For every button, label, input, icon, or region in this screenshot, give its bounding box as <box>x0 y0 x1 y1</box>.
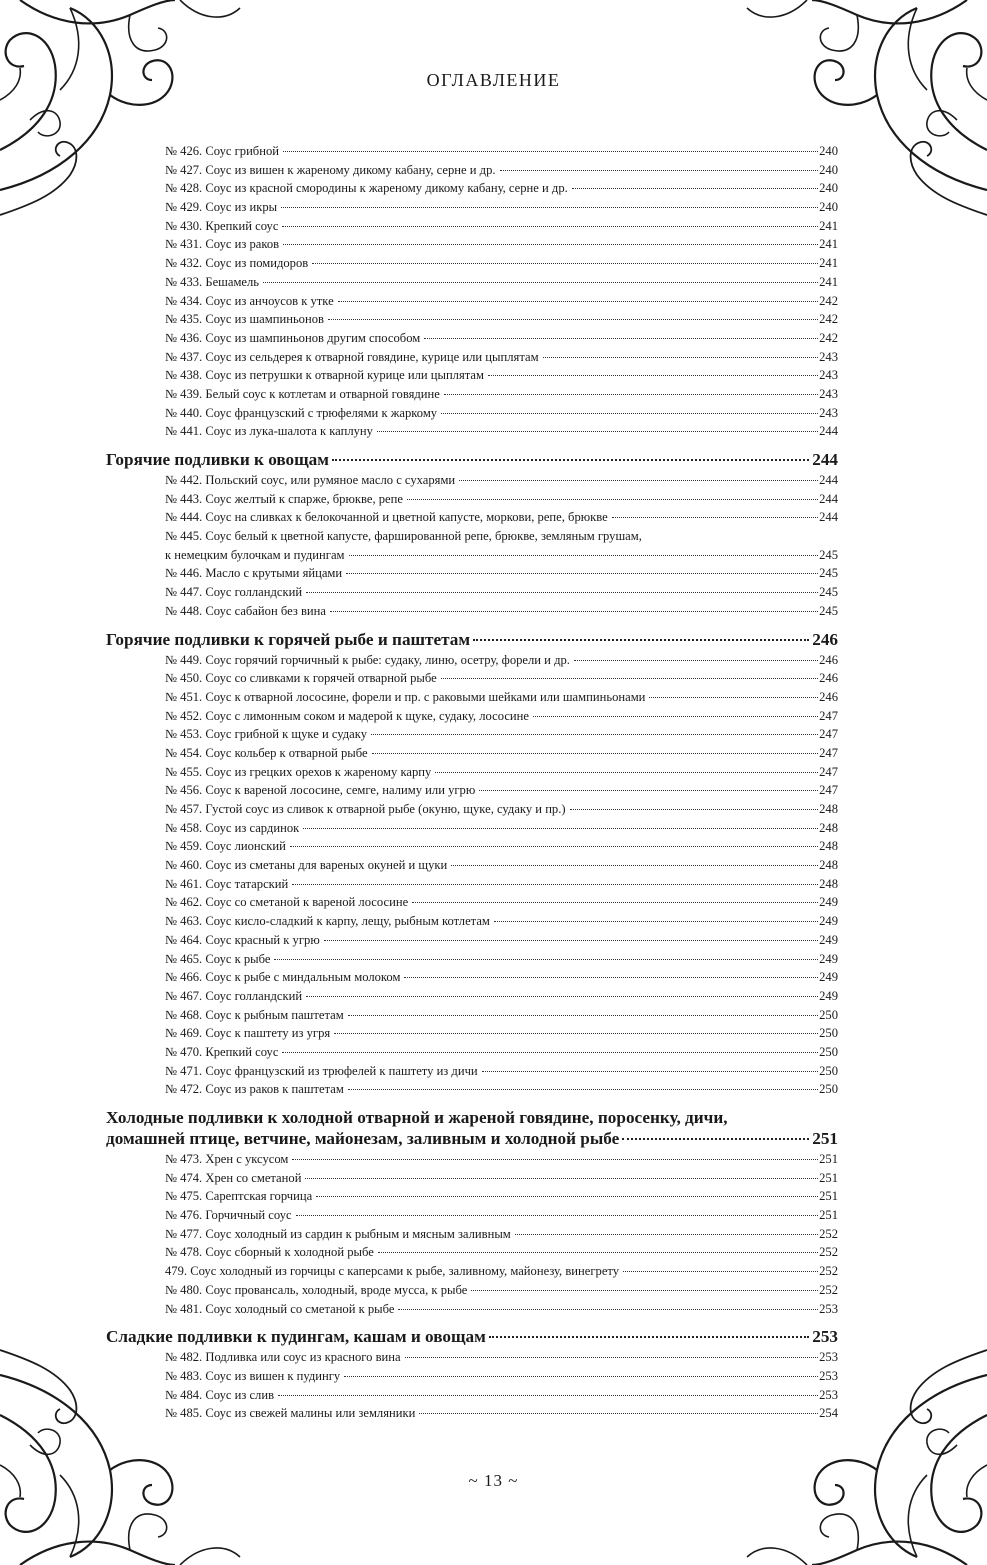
section-page-number: 251 <box>812 1129 838 1148</box>
dot-leader <box>419 1413 818 1414</box>
dot-leader <box>349 555 819 556</box>
toc-page-number: 245 <box>819 603 838 618</box>
toc-page-number: 246 <box>819 689 838 704</box>
toc-page-number: 244 <box>819 491 838 506</box>
toc-entry <box>165 490 838 509</box>
toc-page-number: 245 <box>819 585 838 600</box>
toc-entry-text: № 476. Горчичный соус <box>165 1208 292 1223</box>
toc-entry <box>165 1206 838 1225</box>
toc-entry <box>165 422 838 441</box>
section-page-number: 253 <box>812 1327 838 1347</box>
toc-entry <box>165 385 838 404</box>
toc-entry <box>165 800 838 819</box>
dot-leader <box>622 1138 809 1140</box>
toc-entry <box>165 707 838 726</box>
toc-page-number: 252 <box>819 1245 838 1260</box>
dot-leader <box>292 884 818 885</box>
toc-page-number: 243 <box>819 349 838 364</box>
toc-entry <box>165 404 838 423</box>
toc-entry-text: 479. Соус холодный из горчицы с каперсами к рыбе, заливному, майонезу, винегрету <box>165 1264 620 1279</box>
toc-entry-text: № 468. Соус к рыбным паштетам <box>165 1007 344 1022</box>
dot-leader <box>494 921 818 922</box>
toc-entry-text: № 458. Соус из сардинок <box>165 820 300 835</box>
toc-entry <box>165 1300 838 1319</box>
toc-entry-text: № 483. Соус из вишен к пудингу <box>165 1368 341 1383</box>
toc-page-number: 252 <box>819 1282 838 1297</box>
toc-page-number: 244 <box>819 510 838 525</box>
section-heading-line <box>106 1107 838 1128</box>
toc-entry-text: № 426. Соус грибной <box>165 144 279 158</box>
dot-leader <box>312 263 818 264</box>
toc-entry <box>165 819 838 838</box>
toc-entry <box>165 669 838 688</box>
dot-leader <box>278 1395 818 1396</box>
toc-entry-text: № 451. Соус к отварной лососине, форели и пр. с раковыми шейками или шампиньонами <box>165 689 646 704</box>
toc-entry-text: № 444. Соус на сливках к белокочанной и цветной капусте, моркови, репе, брюкве <box>165 510 608 525</box>
toc-page-number: 249 <box>819 932 838 947</box>
toc-entry <box>165 744 838 763</box>
toc-entry-text: № 471. Соус французский из трюфелей к паштету из дичи <box>165 1063 478 1078</box>
toc-entry <box>165 688 838 707</box>
toc-entry <box>165 1281 838 1300</box>
toc-entry <box>165 1225 838 1244</box>
dot-leader <box>283 244 818 245</box>
page-number: ~ 13 ~ <box>468 1471 519 1490</box>
toc-page-number: 251 <box>819 1208 838 1223</box>
dot-leader <box>346 573 818 574</box>
toc-entry <box>165 1386 838 1405</box>
dot-leader <box>489 1336 809 1338</box>
toc-entry-text: № 477. Соус холодный из сардин к рыбным и мясным заливным <box>165 1226 511 1241</box>
toc-entry-text: № 432. Соус из помидоров <box>165 256 309 271</box>
toc-entry <box>165 950 838 969</box>
toc-entry <box>165 508 838 527</box>
dot-leader <box>623 1271 818 1272</box>
section-heading-text: Сладкие подливки к пудингам, кашам и овощам <box>106 1327 486 1347</box>
dot-leader <box>305 1178 818 1179</box>
dot-leader <box>274 959 818 960</box>
dot-leader <box>377 431 818 432</box>
toc-page-number: 245 <box>819 547 838 562</box>
dot-leader <box>404 977 818 978</box>
toc-entry <box>165 912 838 931</box>
toc-entry <box>165 273 838 292</box>
toc-page-number: 240 <box>819 181 838 196</box>
toc-entry <box>165 1150 838 1169</box>
toc-entry-text: № 467. Соус голландский <box>165 988 303 1003</box>
toc-entry-text: № 482. Подливка или соус из красного вина <box>165 1350 401 1365</box>
toc-entry <box>165 254 838 273</box>
dot-leader <box>479 790 818 791</box>
toc-entry <box>165 310 838 329</box>
toc-page-number: 250 <box>819 1026 838 1041</box>
toc-page-number: 248 <box>819 839 838 854</box>
toc-entry <box>165 781 838 800</box>
toc-page-number: 248 <box>819 876 838 891</box>
toc-entry <box>165 856 838 875</box>
toc-entry <box>165 1262 838 1281</box>
dot-leader <box>330 611 818 612</box>
toc-entry-text: № 435. Соус из шампиньонов <box>165 312 324 327</box>
dot-leader <box>574 660 818 661</box>
dot-leader <box>324 940 818 941</box>
toc-entry-continuation <box>165 546 838 565</box>
dot-leader <box>281 207 818 208</box>
dot-leader <box>471 1290 818 1291</box>
toc-entry-text: № 448. Соус сабайон без вина <box>165 603 326 618</box>
toc-entry <box>165 893 838 912</box>
toc-entry-text: № 454. Соус кольбер к отварной рыбе <box>165 745 368 760</box>
toc-page-number: 248 <box>819 802 838 816</box>
dot-leader <box>533 716 818 717</box>
section-heading-text: Холодные подливки к холодной отварной и жареной говядине, поросенку, дичи, <box>106 1108 728 1127</box>
section-heading-line <box>106 449 838 470</box>
toc-entry <box>165 875 838 894</box>
section-heading <box>106 1107 838 1149</box>
toc-page-number: 253 <box>819 1301 838 1316</box>
toc-page-number: 253 <box>819 1350 838 1365</box>
toc-entry-text: № 450. Соус со сливками к горячей отварной рыбе <box>165 671 437 686</box>
dot-leader <box>348 1015 818 1016</box>
toc-entry <box>165 725 838 744</box>
dot-leader <box>316 1196 818 1197</box>
toc-entry <box>165 931 838 950</box>
toc-entry <box>165 763 838 782</box>
toc-entry-text: № 446. Масло с крутыми яйцами <box>165 566 343 581</box>
toc-page-number: 245 <box>819 566 838 581</box>
toc-entry-text: № 463. Соус кисло-сладкий к карпу, лещу, рыбным котлетам <box>165 914 490 929</box>
section-heading <box>106 1326 838 1347</box>
toc-page-number: 247 <box>819 764 838 779</box>
toc-page-number: 244 <box>819 473 838 487</box>
toc-entry-text: № 433. Бешамель <box>165 274 260 289</box>
toc-page-number: 251 <box>819 1189 838 1204</box>
dot-leader <box>435 772 818 773</box>
toc-page-number: 242 <box>819 293 838 308</box>
toc-entry-text: № 455. Соус из грецких орехов к жареному карпу <box>165 764 432 779</box>
toc-entry <box>165 1367 838 1386</box>
toc-entry-text: № 460. Соус из сметаны для вареных окуней и щуки <box>165 858 448 873</box>
toc-entry-text: № 466. Соус к рыбе с миндальным молоком <box>165 970 401 985</box>
toc-page-number: 249 <box>819 914 838 929</box>
dot-leader <box>405 1357 819 1358</box>
section-heading-line <box>106 1128 838 1149</box>
toc-entry <box>165 1043 838 1062</box>
dot-leader <box>292 1159 818 1160</box>
toc-entry <box>165 235 838 254</box>
toc-page-number: 247 <box>819 783 838 798</box>
dot-leader <box>296 1215 819 1216</box>
toc-entry-text: № 473. Хрен с уксусом <box>165 1152 289 1166</box>
toc-entry-text: № 475. Сарептская горчица <box>165 1189 313 1204</box>
dot-leader <box>334 1033 818 1034</box>
toc-page-number: 240 <box>819 162 838 177</box>
toc-page-number: 248 <box>819 820 838 835</box>
toc-page-number: 241 <box>819 237 838 252</box>
toc-entry <box>165 583 838 602</box>
toc-entry-text: № 474. Хрен со сметаной <box>165 1170 302 1185</box>
toc-entry-text: № 478. Соус сборный к холодной рыбе <box>165 1245 374 1260</box>
toc-page-number: 247 <box>819 745 838 760</box>
toc-entry-text: № 469. Соус к паштету из угря <box>165 1026 331 1041</box>
toc-page-number: 240 <box>819 144 838 158</box>
dot-leader <box>344 1376 818 1377</box>
toc-page-number: 247 <box>819 708 838 723</box>
section-heading-text: Горячие подливки к овощам <box>106 450 329 469</box>
section-heading <box>106 449 838 470</box>
toc-entry-text: № 427. Соус из вишен к жареному дикому кабану, серне и др. <box>165 162 496 177</box>
toc-entry <box>165 527 838 564</box>
toc-page-number: 251 <box>819 1170 838 1185</box>
dot-leader <box>328 319 818 320</box>
toc-entry <box>165 1062 838 1081</box>
toc-entry <box>165 471 838 490</box>
toc-page-number: 253 <box>819 1368 838 1383</box>
toc-entry <box>165 1080 838 1099</box>
section-page-number: 246 <box>812 629 838 649</box>
dot-leader <box>282 1052 818 1053</box>
toc-page-number: 252 <box>819 1264 838 1279</box>
toc-entry <box>165 837 838 856</box>
dot-leader <box>515 1234 818 1235</box>
toc-page-number: 250 <box>819 1082 838 1097</box>
toc-entry <box>165 564 838 583</box>
toc-entry <box>165 1348 838 1367</box>
dot-leader <box>543 357 819 358</box>
toc-entry-text: № 470. Крепкий соус <box>165 1044 279 1059</box>
dot-leader <box>282 226 818 227</box>
dot-leader <box>500 170 819 171</box>
toc-entry-text-cont: к немецким булочкам и пудингам <box>165 547 345 562</box>
toc-entry <box>165 987 838 1006</box>
section-page-number: 244 <box>812 450 838 469</box>
toc-page-number: 249 <box>819 895 838 910</box>
toc-entry-text: № 484. Соус из слив <box>165 1387 275 1402</box>
dot-leader <box>303 828 818 829</box>
toc-entry <box>165 142 838 161</box>
toc-entry <box>165 968 838 987</box>
toc-entry <box>165 1404 838 1423</box>
toc-entry-text: № 456. Соус к вареной лососине, семге, налиму или угрю <box>165 783 476 798</box>
toc-page-number: 249 <box>819 988 838 1003</box>
toc-entry-text: № 485. Соус из свежей малины или земляники <box>165 1406 416 1421</box>
toc-entry <box>165 198 838 217</box>
dot-leader <box>488 375 818 376</box>
toc-page-number: 241 <box>819 274 838 289</box>
toc-page-number: 250 <box>819 1063 838 1078</box>
toc-entry-text: № 445. Соус белый к цветной капусте, фаршированной репе, брюкве, земляным грушам, <box>165 529 642 544</box>
toc-entry-text: № 452. Соус с лимонным соком и мадерой к щуке, судаку, лососине <box>165 708 529 723</box>
toc-entry-text: № 441. Соус из лука-шалота к каплуну <box>165 424 373 439</box>
toc-entry-text: № 442. Польский соус, или румяное масло с сухарями <box>165 473 456 487</box>
toc-entry-text: № 481. Соус холодный со сметаной к рыбе <box>165 1301 395 1316</box>
toc-entry-text: № 430. Крепкий соус <box>165 218 279 233</box>
dot-leader <box>612 517 818 518</box>
dot-leader <box>332 459 809 461</box>
toc-entry-text: № 480. Соус провансаль, холодный, вроде мусса, к рыбе <box>165 1282 468 1297</box>
toc-entry-text: № 453. Соус грибной к щуке и судаку <box>165 727 367 742</box>
toc-entry <box>165 161 838 180</box>
toc-page-number: 249 <box>819 970 838 985</box>
dot-leader <box>338 301 818 302</box>
dot-leader <box>649 697 818 698</box>
section-heading-line <box>106 1326 838 1347</box>
toc-page-number: 253 <box>819 1387 838 1402</box>
toc-page-number: 250 <box>819 1044 838 1059</box>
toc-page-number: 254 <box>819 1406 838 1421</box>
toc-entry <box>165 1024 838 1043</box>
toc-page-number: 252 <box>819 1226 838 1241</box>
toc-entry-text: № 459. Соус лионский <box>165 839 286 854</box>
toc-page-number: 243 <box>819 386 838 401</box>
toc-entry-text: № 439. Белый соус к котлетам и отварной говядине <box>165 386 440 401</box>
section-heading-line <box>106 629 838 650</box>
dot-leader <box>572 188 818 189</box>
toc-page-number: 241 <box>819 218 838 233</box>
toc-entry-text: № 434. Соус из анчоусов к утке <box>165 293 334 308</box>
toc-entry-text: № 465. Соус к рыбе <box>165 951 271 966</box>
toc-entry-text: № 429. Соус из икры <box>165 200 278 215</box>
toc-page-number: 251 <box>819 1152 838 1166</box>
toc-entry-text: № 462. Соус со сметаной к вареной лососине <box>165 895 409 910</box>
toc-page-number: 243 <box>819 368 838 383</box>
toc-page-number: 241 <box>819 256 838 271</box>
toc-page-number: 243 <box>819 405 838 420</box>
dot-leader <box>424 338 818 339</box>
toc-entry-text: № 428. Соус из красной смородины к жареному дикому кабану, серне и др. <box>165 181 568 196</box>
toc-entry-text: № 472. Соус из раков к паштетам <box>165 1082 344 1097</box>
dot-leader <box>306 592 818 593</box>
toc-page-number: 250 <box>819 1007 838 1022</box>
dot-leader <box>441 413 818 414</box>
toc-entry-text: № 440. Соус французский с трюфелями к жаркому <box>165 405 438 420</box>
section-heading-text: домашней птице, ветчине, майонезам, заливным и холодной рыбе <box>106 1129 620 1148</box>
dot-leader <box>348 1089 818 1090</box>
toc-page-number: 244 <box>819 424 838 439</box>
toc-entry <box>165 217 838 236</box>
dot-leader <box>412 902 818 903</box>
toc-entry <box>165 179 838 198</box>
toc-page-number: 242 <box>819 330 838 345</box>
toc-entry-text: № 438. Соус из петрушки к отварной курице или цыплятам <box>165 368 484 383</box>
dot-leader <box>407 499 818 500</box>
toc-entry-text: № 431. Соус из раков <box>165 237 280 252</box>
toc-page-number: 248 <box>819 858 838 873</box>
dot-leader <box>398 1309 818 1310</box>
toc-entry <box>165 651 838 670</box>
dot-leader <box>441 678 818 679</box>
toc-entry-text: № 449. Соус горячий горчичный к рыбе: судаку, линю, осетру, форели и др. <box>165 652 570 667</box>
toc-entry-text: № 436. Соус из шампиньонов другим способом <box>165 330 421 345</box>
section-heading-text: Горячие подливки к горячей рыбе и паштетам <box>106 629 471 649</box>
toc-entry-text: № 443. Соус желтый к спарже, брюкве, репе <box>165 491 403 506</box>
dot-leader <box>306 996 818 997</box>
table-of-contents <box>106 142 838 1423</box>
dot-leader <box>371 734 818 735</box>
dot-leader <box>482 1071 818 1072</box>
toc-entry-text: № 457. Густой соус из сливок к отварной рыбе (окуню, щуке, судаку и пр.) <box>165 802 566 816</box>
toc-entry-text: № 447. Соус голландский <box>165 585 303 600</box>
toc-entry <box>165 329 838 348</box>
dot-leader <box>263 282 818 283</box>
dot-leader <box>283 151 818 152</box>
dot-leader <box>570 809 819 810</box>
dot-leader <box>290 846 818 847</box>
toc-entry <box>165 366 838 385</box>
dot-leader <box>451 865 818 866</box>
toc-entry <box>165 1243 838 1262</box>
toc-entry <box>165 292 838 311</box>
toc-entry-text: № 437. Соус из сельдерея к отварной говядине, курице или цыплятам <box>165 349 539 364</box>
toc-entry-text: № 461. Соус татарский <box>165 876 289 891</box>
dot-leader <box>459 480 818 481</box>
toc-entry <box>165 1169 838 1188</box>
toc-page-number: 249 <box>819 951 838 966</box>
toc-entry <box>165 1187 838 1206</box>
toc-page-number: 246 <box>819 671 838 686</box>
toc-page-number: 240 <box>819 200 838 215</box>
dot-leader <box>444 394 818 395</box>
toc-page-number: 247 <box>819 727 838 742</box>
section-heading <box>106 629 838 650</box>
toc-entry-text: № 464. Соус красный к угрю <box>165 932 320 947</box>
running-head: ОГЛАВЛЕНИЕ <box>426 70 561 90</box>
dot-leader <box>372 753 819 754</box>
toc-entry <box>165 1006 838 1025</box>
toc-page-number: 242 <box>819 312 838 327</box>
toc-entry <box>165 602 838 621</box>
dot-leader <box>473 639 809 641</box>
toc-page-number: 246 <box>819 652 838 667</box>
toc-entry <box>165 348 838 367</box>
dot-leader <box>378 1252 818 1253</box>
